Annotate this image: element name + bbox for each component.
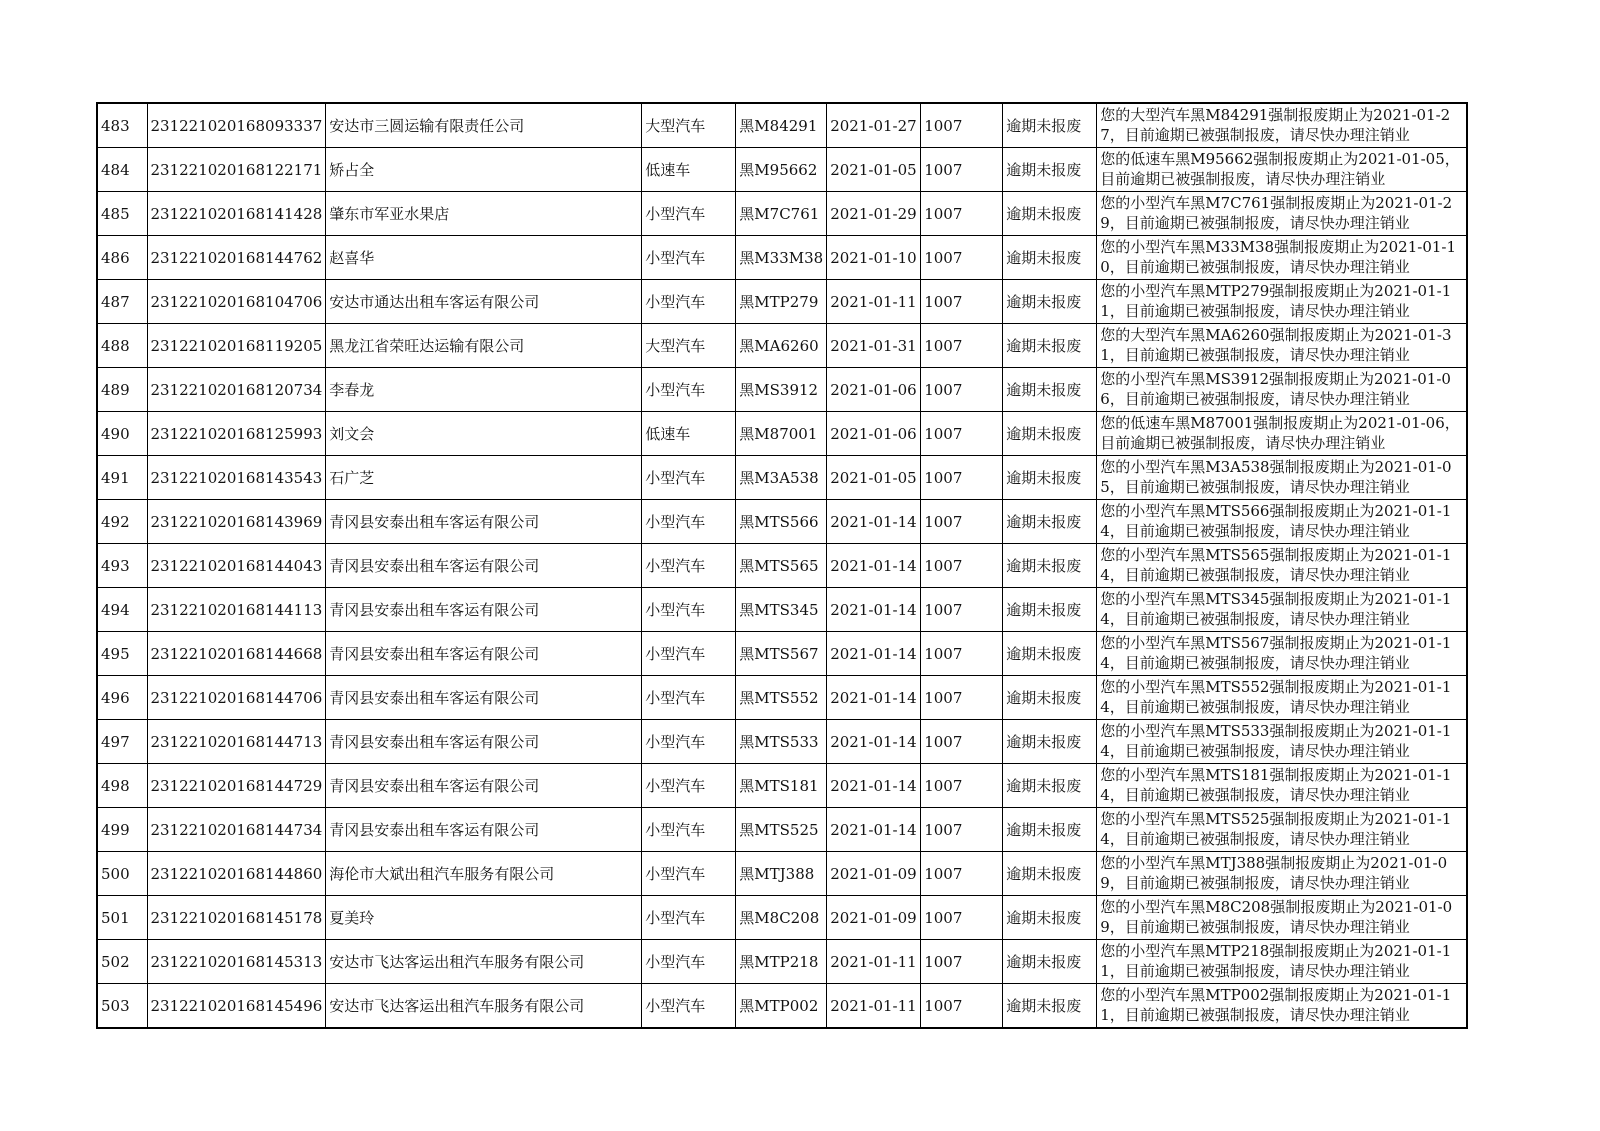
plate-number-cell: 黑MTJ388 [736,852,827,896]
scrap-date-cell: 2021-01-11 [827,280,921,324]
scrap-date-cell: 2021-01-11 [827,984,921,1029]
table-row [97,236,1467,280]
plate-number-cell: 黑M95662 [736,148,827,192]
notice-message-text: 您的小型汽车黑MTP218强制报废期止为2021-01-11，目前逾期已被强制报废，请尽快办理注销业 [1100,942,1452,980]
table-row [97,412,1467,456]
status-code-cell: 1007 [921,324,1003,368]
row-number-cell: 495 [97,632,147,676]
vehicle-type-cell: 小型汽车 [642,236,736,280]
owner-name-cell: 矫占全 [326,148,642,192]
plate-number-cell: 黑MTS533 [736,720,827,764]
owner-name-cell: 刘文会 [326,412,642,456]
table-row [97,192,1467,236]
notice-message-cell [1097,852,1467,896]
plate-number-cell: 黑MS3912 [736,368,827,412]
status-cell: 逾期未报废 [1003,896,1097,940]
vehicle-type-cell: 小型汽车 [642,280,736,324]
record-id-cell: 231221020168125993 [147,412,326,456]
scrap-date-cell: 2021-01-27 [827,103,921,148]
scrap-date-cell: 2021-01-06 [827,368,921,412]
row-number-cell: 489 [97,368,147,412]
plate-number-cell: 黑MTP279 [736,280,827,324]
record-id-cell: 231221020168143543 [147,456,326,500]
row-number-cell: 499 [97,808,147,852]
scrap-date-cell: 2021-01-14 [827,808,921,852]
scrap-date-cell: 2021-01-06 [827,412,921,456]
notice-message-cell [1097,896,1467,940]
notice-message-cell [1097,764,1467,808]
record-id-cell: 231221020168145496 [147,984,326,1029]
plate-number-cell: 黑MTS552 [736,676,827,720]
owner-name-cell: 夏美玲 [326,896,642,940]
row-number-cell: 503 [97,984,147,1029]
status-cell: 逾期未报废 [1003,676,1097,720]
vehicle-type-cell: 小型汽车 [642,456,736,500]
status-code-cell: 1007 [921,720,1003,764]
status-cell: 逾期未报废 [1003,236,1097,280]
plate-number-cell: 黑MTS345 [736,588,827,632]
notice-message-cell [1097,984,1467,1029]
notice-message-cell [1097,236,1467,280]
notice-message-text: 您的大型汽车黑M84291强制报废期止为2021-01-27，目前逾期已被强制报废，请尽快办理注销业 [1100,106,1451,144]
record-id-cell: 231221020168119205 [147,324,326,368]
scrap-date-cell: 2021-01-05 [827,148,921,192]
status-cell: 逾期未报废 [1003,544,1097,588]
status-code-cell: 1007 [921,192,1003,236]
record-id-cell: 231221020168144762 [147,236,326,280]
status-code-cell: 1007 [921,896,1003,940]
row-number-cell: 494 [97,588,147,632]
record-id-cell: 231221020168144043 [147,544,326,588]
owner-name-cell: 李春龙 [326,368,642,412]
table-row [97,588,1467,632]
record-id-cell: 231221020168104706 [147,280,326,324]
row-number-cell: 483 [97,103,147,148]
status-cell: 逾期未报废 [1003,984,1097,1029]
row-number-cell: 492 [97,500,147,544]
scrap-date-cell: 2021-01-14 [827,544,921,588]
status-code-cell: 1007 [921,940,1003,984]
scrap-date-cell: 2021-01-14 [827,720,921,764]
owner-name-cell: 安达市飞达客运出租汽车服务有限公司 [326,984,642,1029]
notice-message-cell [1097,544,1467,588]
record-id-cell: 231221020168144860 [147,852,326,896]
status-code-cell: 1007 [921,500,1003,544]
row-number-cell: 491 [97,456,147,500]
record-id-cell: 231221020168145178 [147,896,326,940]
vehicle-scrap-table [96,102,1468,1029]
notice-message-text: 您的小型汽车黑MTS566强制报废期止为2021-01-14，目前逾期已被强制报废，请尽快办理注销业 [1100,502,1452,540]
notice-message-cell [1097,456,1467,500]
notice-message-text: 您的小型汽车黑MTS565强制报废期止为2021-01-14，目前逾期已被强制报废，请尽快办理注销业 [1100,546,1452,584]
row-number-cell: 500 [97,852,147,896]
vehicle-type-cell: 小型汽车 [642,588,736,632]
owner-name-cell: 青冈县安泰出租车客运有限公司 [326,808,642,852]
notice-message-cell [1097,808,1467,852]
status-code-cell: 1007 [921,368,1003,412]
scrap-date-cell: 2021-01-10 [827,236,921,280]
notice-message-text: 您的小型汽车黑MTS552强制报废期止为2021-01-14，目前逾期已被强制报废，请尽快办理注销业 [1100,678,1452,716]
vehicle-type-cell: 大型汽车 [642,324,736,368]
table-body [97,103,1467,1028]
notice-message-text: 您的小型汽车黑MTP279强制报废期止为2021-01-11，目前逾期已被强制报废，请尽快办理注销业 [1100,282,1452,320]
table-row [97,940,1467,984]
status-cell: 逾期未报废 [1003,456,1097,500]
status-cell: 逾期未报废 [1003,500,1097,544]
status-cell: 逾期未报废 [1003,852,1097,896]
status-code-cell: 1007 [921,588,1003,632]
plate-number-cell: 黑M87001 [736,412,827,456]
row-number-cell: 496 [97,676,147,720]
notice-message-text: 您的小型汽车黑MS3912强制报废期止为2021-01-06，目前逾期已被强制报废，请尽快办理注销业 [1100,370,1451,408]
status-code-cell: 1007 [921,764,1003,808]
record-id-cell: 231221020168144706 [147,676,326,720]
table-row [97,280,1467,324]
table-row [97,676,1467,720]
vehicle-type-cell: 小型汽车 [642,368,736,412]
status-cell: 逾期未报废 [1003,764,1097,808]
owner-name-cell: 青冈县安泰出租车客运有限公司 [326,764,642,808]
plate-number-cell: 黑M3A538 [736,456,827,500]
table-row [97,896,1467,940]
row-number-cell: 490 [97,412,147,456]
record-id-cell: 231221020168144729 [147,764,326,808]
table-row [97,984,1467,1029]
table-row [97,368,1467,412]
vehicle-type-cell: 大型汽车 [642,103,736,148]
scrap-date-cell: 2021-01-11 [827,940,921,984]
plate-number-cell: 黑MA6260 [736,324,827,368]
plate-number-cell: 黑M84291 [736,103,827,148]
owner-name-cell: 青冈县安泰出租车客运有限公司 [326,720,642,764]
owner-name-cell: 赵喜华 [326,236,642,280]
notice-message-text: 您的低速车黑M87001强制报废期止为2021-01-06，目前逾期已被强制报废，请尽快办理注销业 [1100,414,1460,452]
status-cell: 逾期未报废 [1003,192,1097,236]
record-id-cell: 231221020168144713 [147,720,326,764]
scrap-date-cell: 2021-01-14 [827,676,921,720]
record-id-cell: 231221020168145313 [147,940,326,984]
status-code-cell: 1007 [921,456,1003,500]
plate-number-cell: 黑MTS565 [736,544,827,588]
scrap-date-cell: 2021-01-31 [827,324,921,368]
vehicle-type-cell: 小型汽车 [642,764,736,808]
owner-name-cell: 青冈县安泰出租车客运有限公司 [326,588,642,632]
record-id-cell: 231221020168093337 [147,103,326,148]
status-cell: 逾期未报废 [1003,940,1097,984]
vehicle-type-cell: 低速车 [642,412,736,456]
notice-message-text: 您的小型汽车黑M7C761强制报废期止为2021-01-29，目前逾期已被强制报废，请尽快办理注销业 [1100,194,1453,232]
status-code-cell: 1007 [921,412,1003,456]
vehicle-type-cell: 小型汽车 [642,192,736,236]
notice-message-text: 您的小型汽车黑MTJ388强制报废期止为2021-01-09，目前逾期已被强制报废，请尽快办理注销业 [1100,854,1448,892]
vehicle-type-cell: 小型汽车 [642,544,736,588]
owner-name-cell: 安达市飞达客运出租汽车服务有限公司 [326,940,642,984]
notice-message-cell [1097,368,1467,412]
row-number-cell: 484 [97,148,147,192]
plate-number-cell: 黑MTS525 [736,808,827,852]
plate-number-cell: 黑M7C761 [736,192,827,236]
row-number-cell: 502 [97,940,147,984]
status-code-cell: 1007 [921,632,1003,676]
notice-message-text: 您的小型汽车黑MTS533强制报废期止为2021-01-14，目前逾期已被强制报废，请尽快办理注销业 [1100,722,1452,760]
status-code-cell: 1007 [921,544,1003,588]
row-number-cell: 487 [97,280,147,324]
notice-message-text: 您的小型汽车黑MTP002强制报废期止为2021-01-11，目前逾期已被强制报废，请尽快办理注销业 [1100,986,1452,1024]
scrap-date-cell: 2021-01-14 [827,764,921,808]
plate-number-cell: 黑MTS567 [736,632,827,676]
status-cell: 逾期未报废 [1003,588,1097,632]
notice-message-cell [1097,192,1467,236]
notice-message-text: 您的小型汽车黑M8C208强制报废期止为2021-01-09，目前逾期已被强制报废，请尽快办理注销业 [1100,898,1453,936]
notice-message-text: 您的小型汽车黑M33M38强制报废期止为2021-01-10，目前逾期已被强制报废，请尽快办理注销业 [1100,238,1457,276]
vehicle-type-cell: 小型汽车 [642,632,736,676]
status-code-cell: 1007 [921,676,1003,720]
status-cell: 逾期未报废 [1003,324,1097,368]
notice-message-cell [1097,280,1467,324]
scrap-date-cell: 2021-01-05 [827,456,921,500]
record-id-cell: 231221020168144113 [147,588,326,632]
notice-message-cell [1097,103,1467,148]
status-code-cell: 1007 [921,984,1003,1029]
row-number-cell: 486 [97,236,147,280]
vehicle-type-cell: 小型汽车 [642,940,736,984]
plate-number-cell: 黑M8C208 [736,896,827,940]
status-cell: 逾期未报废 [1003,280,1097,324]
plate-number-cell: 黑MTS181 [736,764,827,808]
vehicle-type-cell: 低速车 [642,148,736,192]
table-row [97,764,1467,808]
row-number-cell: 485 [97,192,147,236]
notice-message-cell [1097,720,1467,764]
vehicle-type-cell: 小型汽车 [642,500,736,544]
table-row [97,808,1467,852]
plate-number-cell: 黑MTP218 [736,940,827,984]
notice-message-text: 您的低速车黑M95662强制报废期止为2021-01-05，目前逾期已被强制报废，请尽快办理注销业 [1100,150,1460,188]
status-cell: 逾期未报废 [1003,808,1097,852]
status-code-cell: 1007 [921,280,1003,324]
status-code-cell: 1007 [921,808,1003,852]
notice-message-cell [1097,500,1467,544]
scrap-date-cell: 2021-01-14 [827,500,921,544]
table-row [97,500,1467,544]
owner-name-cell: 青冈县安泰出租车客运有限公司 [326,544,642,588]
row-number-cell: 498 [97,764,147,808]
status-cell: 逾期未报废 [1003,148,1097,192]
row-number-cell: 497 [97,720,147,764]
row-number-cell: 493 [97,544,147,588]
owner-name-cell: 海伦市大斌出租汽车服务有限公司 [326,852,642,896]
record-id-cell: 231221020168144734 [147,808,326,852]
table-row [97,456,1467,500]
table-row [97,103,1467,148]
vehicle-type-cell: 小型汽车 [642,852,736,896]
notice-message-text: 您的小型汽车黑M3A538强制报废期止为2021-01-05，目前逾期已被强制报废，请尽快办理注销业 [1100,458,1452,496]
status-code-cell: 1007 [921,236,1003,280]
owner-name-cell: 黑龙江省荣旺达运输有限公司 [326,324,642,368]
record-id-cell: 231221020168143969 [147,500,326,544]
vehicle-type-cell: 小型汽车 [642,676,736,720]
record-id-cell: 231221020168120734 [147,368,326,412]
scrap-date-cell: 2021-01-09 [827,896,921,940]
plate-number-cell: 黑MTP002 [736,984,827,1029]
scrap-date-cell: 2021-01-09 [827,852,921,896]
plate-number-cell: 黑MTS566 [736,500,827,544]
status-code-cell: 1007 [921,103,1003,148]
notice-message-cell [1097,632,1467,676]
status-code-cell: 1007 [921,852,1003,896]
notice-message-cell [1097,412,1467,456]
owner-name-cell: 肇东市军亚水果店 [326,192,642,236]
vehicle-type-cell: 小型汽车 [642,896,736,940]
table-row [97,852,1467,896]
row-number-cell: 501 [97,896,147,940]
notice-message-cell [1097,940,1467,984]
status-cell: 逾期未报废 [1003,103,1097,148]
notice-message-cell [1097,148,1467,192]
notice-message-text: 您的小型汽车黑MTS567强制报废期止为2021-01-14，目前逾期已被强制报废，请尽快办理注销业 [1100,634,1452,672]
notice-message-text: 您的大型汽车黑MA6260强制报废期止为2021-01-31，目前逾期已被强制报废，请尽快办理注销业 [1100,326,1452,364]
record-id-cell: 231221020168122171 [147,148,326,192]
owner-name-cell: 石广芝 [326,456,642,500]
table-row [97,324,1467,368]
scrap-date-cell: 2021-01-14 [827,588,921,632]
owner-name-cell: 安达市通达出租车客运有限公司 [326,280,642,324]
scrap-date-cell: 2021-01-29 [827,192,921,236]
table-row [97,148,1467,192]
notice-message-cell [1097,324,1467,368]
notice-message-cell [1097,676,1467,720]
row-number-cell: 488 [97,324,147,368]
plate-number-cell: 黑M33M38 [736,236,827,280]
status-cell: 逾期未报废 [1003,720,1097,764]
record-id-cell: 231221020168144668 [147,632,326,676]
owner-name-cell: 青冈县安泰出租车客运有限公司 [326,676,642,720]
table-row [97,632,1467,676]
notice-message-cell [1097,588,1467,632]
table-row [97,544,1467,588]
status-cell: 逾期未报废 [1003,632,1097,676]
notice-message-text: 您的小型汽车黑MTS345强制报废期止为2021-01-14，目前逾期已被强制报废，请尽快办理注销业 [1100,590,1452,628]
scrap-date-cell: 2021-01-14 [827,632,921,676]
vehicle-type-cell: 小型汽车 [642,808,736,852]
owner-name-cell: 安达市三圆运输有限责任公司 [326,103,642,148]
notice-message-text: 您的小型汽车黑MTS181强制报废期止为2021-01-14，目前逾期已被强制报废，请尽快办理注销业 [1100,766,1452,804]
table-row [97,720,1467,764]
status-code-cell: 1007 [921,148,1003,192]
notice-message-text: 您的小型汽车黑MTS525强制报废期止为2021-01-14，目前逾期已被强制报废，请尽快办理注销业 [1100,810,1452,848]
owner-name-cell: 青冈县安泰出租车客运有限公司 [326,500,642,544]
vehicle-type-cell: 小型汽车 [642,984,736,1029]
vehicle-type-cell: 小型汽车 [642,720,736,764]
status-cell: 逾期未报废 [1003,368,1097,412]
owner-name-cell: 青冈县安泰出租车客运有限公司 [326,632,642,676]
record-id-cell: 231221020168141428 [147,192,326,236]
status-cell: 逾期未报废 [1003,412,1097,456]
